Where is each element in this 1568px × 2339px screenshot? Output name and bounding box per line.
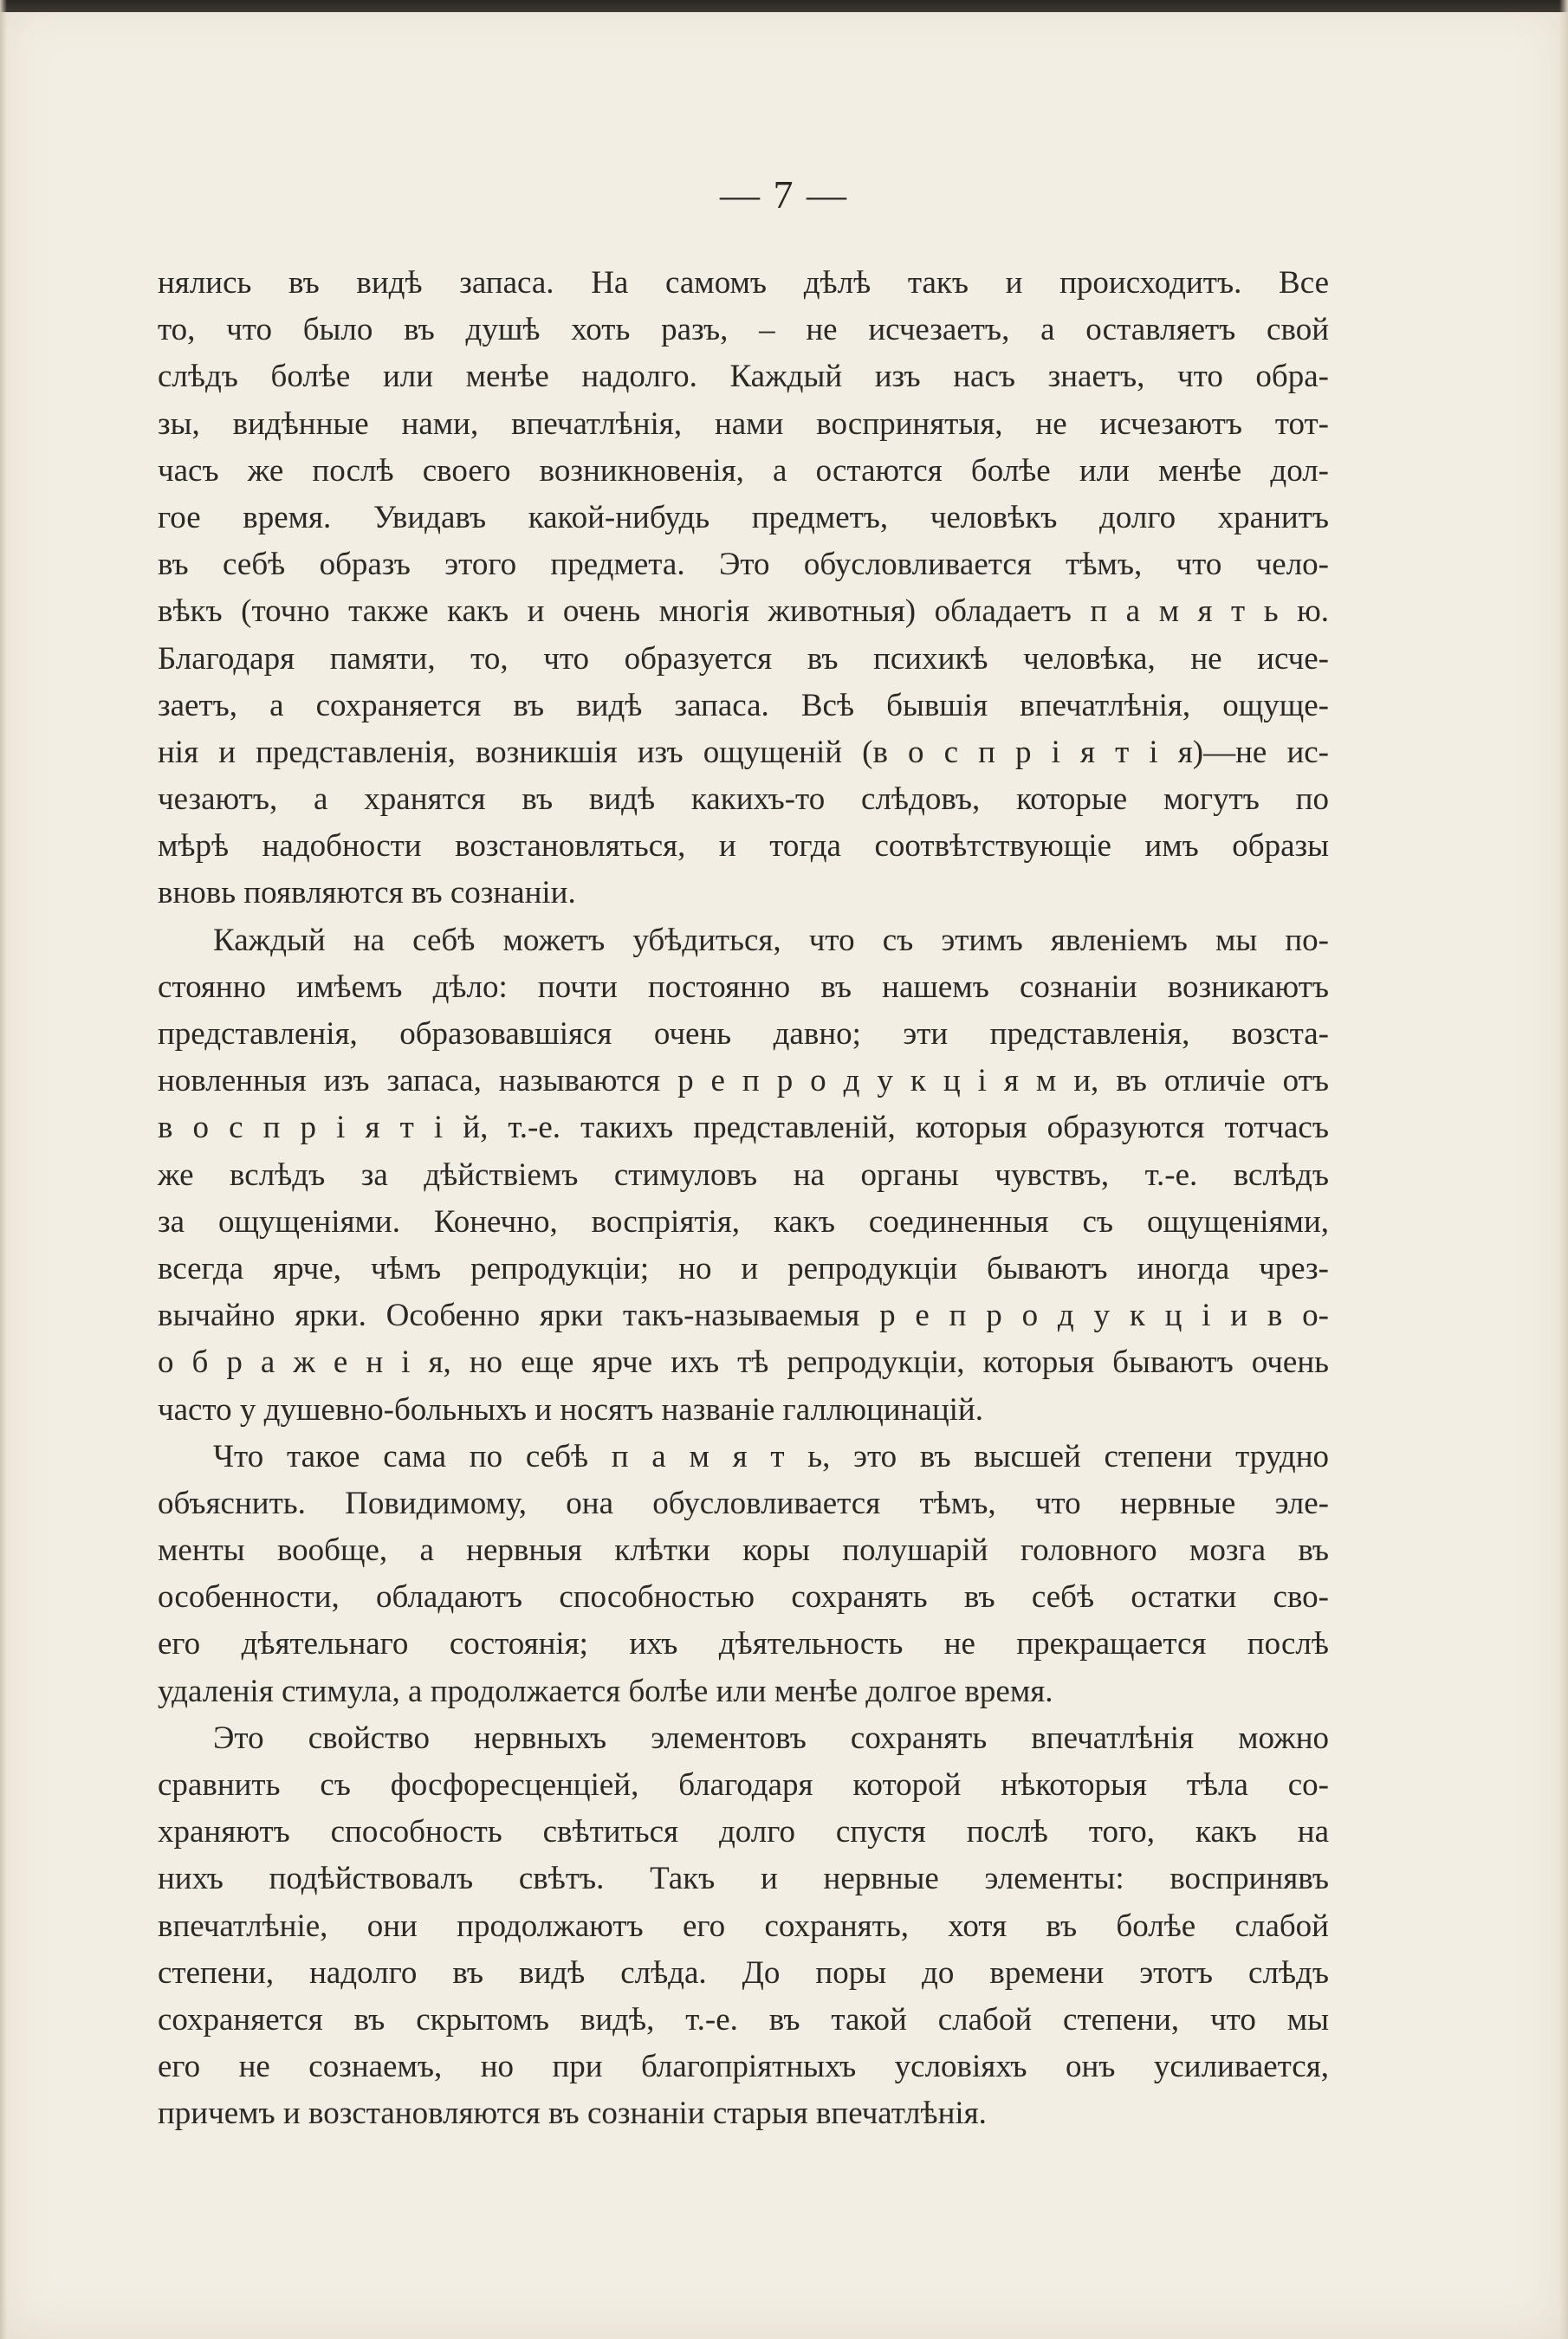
text-line: часъ же послѣ своего возникновенія, а остаются болѣе или менѣе дол- <box>158 452 1329 489</box>
text-line: то, что было въ душѣ хоть разъ, – не исчезаетъ, а оставляетъ свой <box>158 312 1329 348</box>
text-line: за ощущеніями. Конечно, воспріятія, какъ соединенныя съ ощущеніями, <box>158 1203 1329 1240</box>
text-line: мѣрѣ надобности возстановляться, и тогда соотвѣтствующіе имъ образы <box>158 828 1329 865</box>
text-line: заетъ, а сохраняется въ видѣ запаса. Всѣ бывшія впечатлѣнія, ощуще- <box>158 687 1329 723</box>
text-line: новленныя изъ запаса, называются р е п р о д у к ц і я м и, въ отличіе отъ <box>158 1063 1329 1099</box>
text-line: въ себѣ образъ этого предмета. Это обусловливается тѣмъ, что чело- <box>158 547 1329 583</box>
text-line: Каждый на себѣ можетъ убѣдиться, что съ этимъ явленіемъ мы по- <box>213 922 1329 958</box>
text-line: степени, надолго въ видѣ слѣда. До поры до времени этотъ слѣдъ <box>158 1954 1329 1991</box>
text-line: сравнить съ фосфоресценціей, благодаря которой нѣкоторыя тѣла со- <box>158 1767 1329 1803</box>
text-line: сохраняется въ скрытомъ видѣ, т.-е. въ такой слабой степени, что мы <box>158 2001 1329 2038</box>
text-line: вѣкъ (точно также какъ и очень многія животныя) обладаетъ п а м я т ь ю. <box>158 593 1329 630</box>
text-line: вычайно ярки. Особенно ярки такъ-называемыя р е п р о д у к ц і и в о- <box>158 1298 1329 1334</box>
text-line: часто у душевно-больныхъ и носятъ названіе галлюцинацій. <box>158 1391 983 1428</box>
text-line: слѣдъ болѣе или менѣе надолго. Каждый изъ насъ знаетъ, что обра- <box>158 359 1329 395</box>
page-number: — 7 — <box>720 172 848 217</box>
text-line: причемъ и возстановляются въ сознаніи старыя впечатлѣнія. <box>158 2096 987 2132</box>
text-line: нялись въ видѣ запаса. На самомъ дѣлѣ такъ и происходитъ. Все <box>158 265 1329 301</box>
text-line: менты вообще, а нервныя клѣтки коры полушарій головного мозга въ <box>158 1532 1329 1569</box>
text-line: вновь появляются въ сознаніи. <box>158 875 576 911</box>
body-text <box>158 260 1329 2138</box>
text-line: представленія, образовавшіяся очень давно; эти представленія, возста- <box>158 1016 1329 1052</box>
text-line: стоянно имѣемъ дѣло: почти постоянно въ нашемъ сознаніи возникаютъ <box>158 969 1329 1005</box>
text-line: всегда ярче, чѣмъ репродукціи; но и репродукціи бываютъ иногда чрез- <box>158 1250 1329 1286</box>
text-line: в о с п р і я т і й, т.-е. такихъ представленій, которыя образуются тотчасъ <box>158 1110 1329 1146</box>
text-line: гое время. Увидавъ какой-нибудь предметъ, человѣкъ долго хранитъ <box>158 499 1329 535</box>
text-line: Благодаря памяти, то, что образуется въ психикѣ человѣка, не исче- <box>158 640 1329 677</box>
text-line: Что такое сама по себѣ п а м я т ь, это въ высшей степени трудно <box>213 1438 1329 1474</box>
text-line: особенности, обладаютъ способностью сохранять въ себѣ остатки сво- <box>158 1579 1329 1616</box>
text-line: его не сознаемъ, но при благопріятныхъ условіяхъ онъ усиливается, <box>158 2049 1329 2085</box>
text-line: его дѣятельнаго состоянія; ихъ дѣятельность не прекращается послѣ <box>158 1626 1329 1662</box>
text-line: чезаютъ, а хранятся въ видѣ какихъ-то слѣдовъ, которые могутъ по <box>158 781 1329 818</box>
text-line: о б р а ж е н і я, но еще ярче ихъ тѣ репродукціи, которыя бываютъ очень <box>158 1344 1329 1381</box>
text-line: же вслѣдъ за дѣйствіемъ стимуловъ на органы чувствъ, т.-е. вслѣдъ <box>158 1157 1329 1193</box>
text-line: нихъ подѣйствовалъ свѣтъ. Такъ и нервные элементы: воспринявъ <box>158 1861 1329 1897</box>
text-line: объяснить. Повидимому, она обусловливается тѣмъ, что нервные эле- <box>158 1485 1329 1521</box>
text-line: впечатлѣніе, они продолжаютъ его сохранять, хотя въ болѣе слабой <box>158 1908 1329 1944</box>
page-top-edge <box>0 0 1568 12</box>
text-line: зы, видѣнные нами, впечатлѣнія, нами воспринятыя, не исчезаютъ тот- <box>158 405 1329 442</box>
page-right-edge <box>1559 0 1568 2339</box>
text-line: Это свойство нервныхъ элементовъ сохранять впечатлѣнія можно <box>213 1720 1329 1756</box>
text-line: удаленія стимула, а продолжается болѣе или менѣе долгое время. <box>158 1673 1053 1709</box>
text-line: храняютъ способность свѣтиться долго спустя послѣ того, какъ на <box>158 1814 1329 1850</box>
text-line: нія и представленія, возникшія изъ ощущеній (в о с п р і я т і я)—не ис- <box>158 734 1329 770</box>
page-left-edge <box>0 0 7 2339</box>
